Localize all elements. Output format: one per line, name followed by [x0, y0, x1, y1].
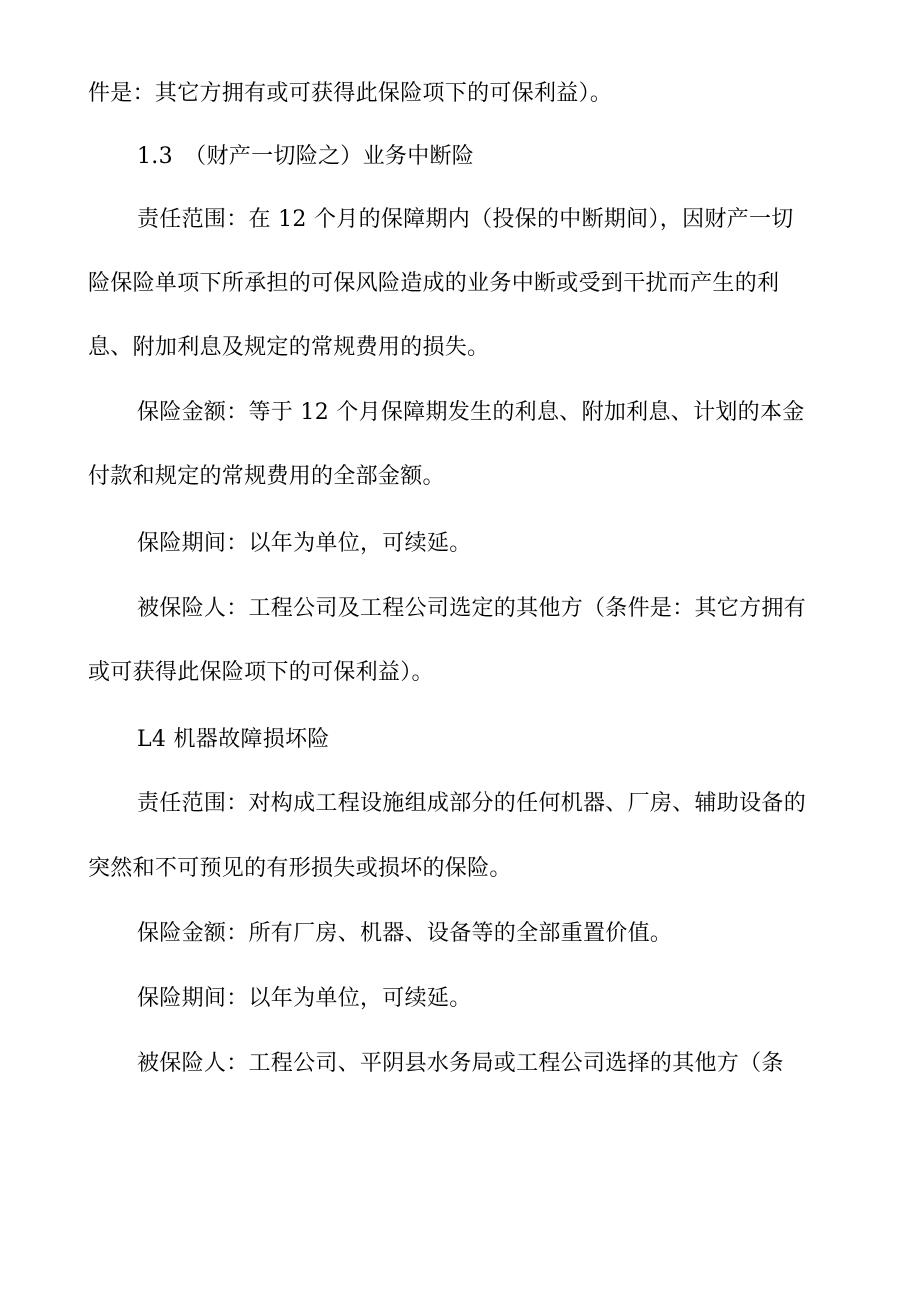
paragraph-line: 息、附加利息及规定的常规费用的损失。	[88, 335, 490, 360]
paragraph-line: 被保险人：工程公司、平阴县水务局或工程公司选择的其他方（条	[137, 1051, 784, 1076]
paragraph-line: 被保险人：工程公司及工程公司选定的其他方（条件是：其它方拥有	[137, 596, 807, 621]
paragraph-line: 突然和不可预见的有形损失或损坏的保险。	[88, 856, 512, 881]
paragraph-line: 责任范围：在 12 个月的保障期内（投保的中断期间），因财产一切	[137, 207, 794, 232]
paragraph-line: 保险期间：以年为单位，可续延。	[137, 986, 472, 1011]
paragraph-line: 付款和规定的常规费用的全部金额。	[88, 464, 445, 489]
paragraph-line: 件是：其它方拥有或可获得此保险项下的可保利益）。	[88, 81, 613, 106]
paragraph-line: 或可获得此保险项下的可保利益）。	[88, 660, 434, 685]
section-heading-l4: L4 机器故障损坏险	[137, 727, 330, 752]
paragraph-line: 责任范围：对构成工程设施组成部分的任何机器、厂房、辅助设备的	[137, 791, 807, 816]
paragraph-line: 保险金额：所有厂房、机器、设备等的全部重置价值。	[137, 921, 673, 946]
paragraph-line: 保险期间：以年为单位，可续延。	[137, 531, 472, 556]
paragraph-line: 保险金额：等于 12 个月保障期发生的利息、附加利息、计划的本金	[137, 400, 805, 425]
section-heading-1-3: 1.3 （财产一切险之）业务中断险	[137, 144, 475, 169]
paragraph-line: 险保险单项下所承担的可保风险造成的业务中断或受到干扰而产生的利	[88, 271, 780, 296]
